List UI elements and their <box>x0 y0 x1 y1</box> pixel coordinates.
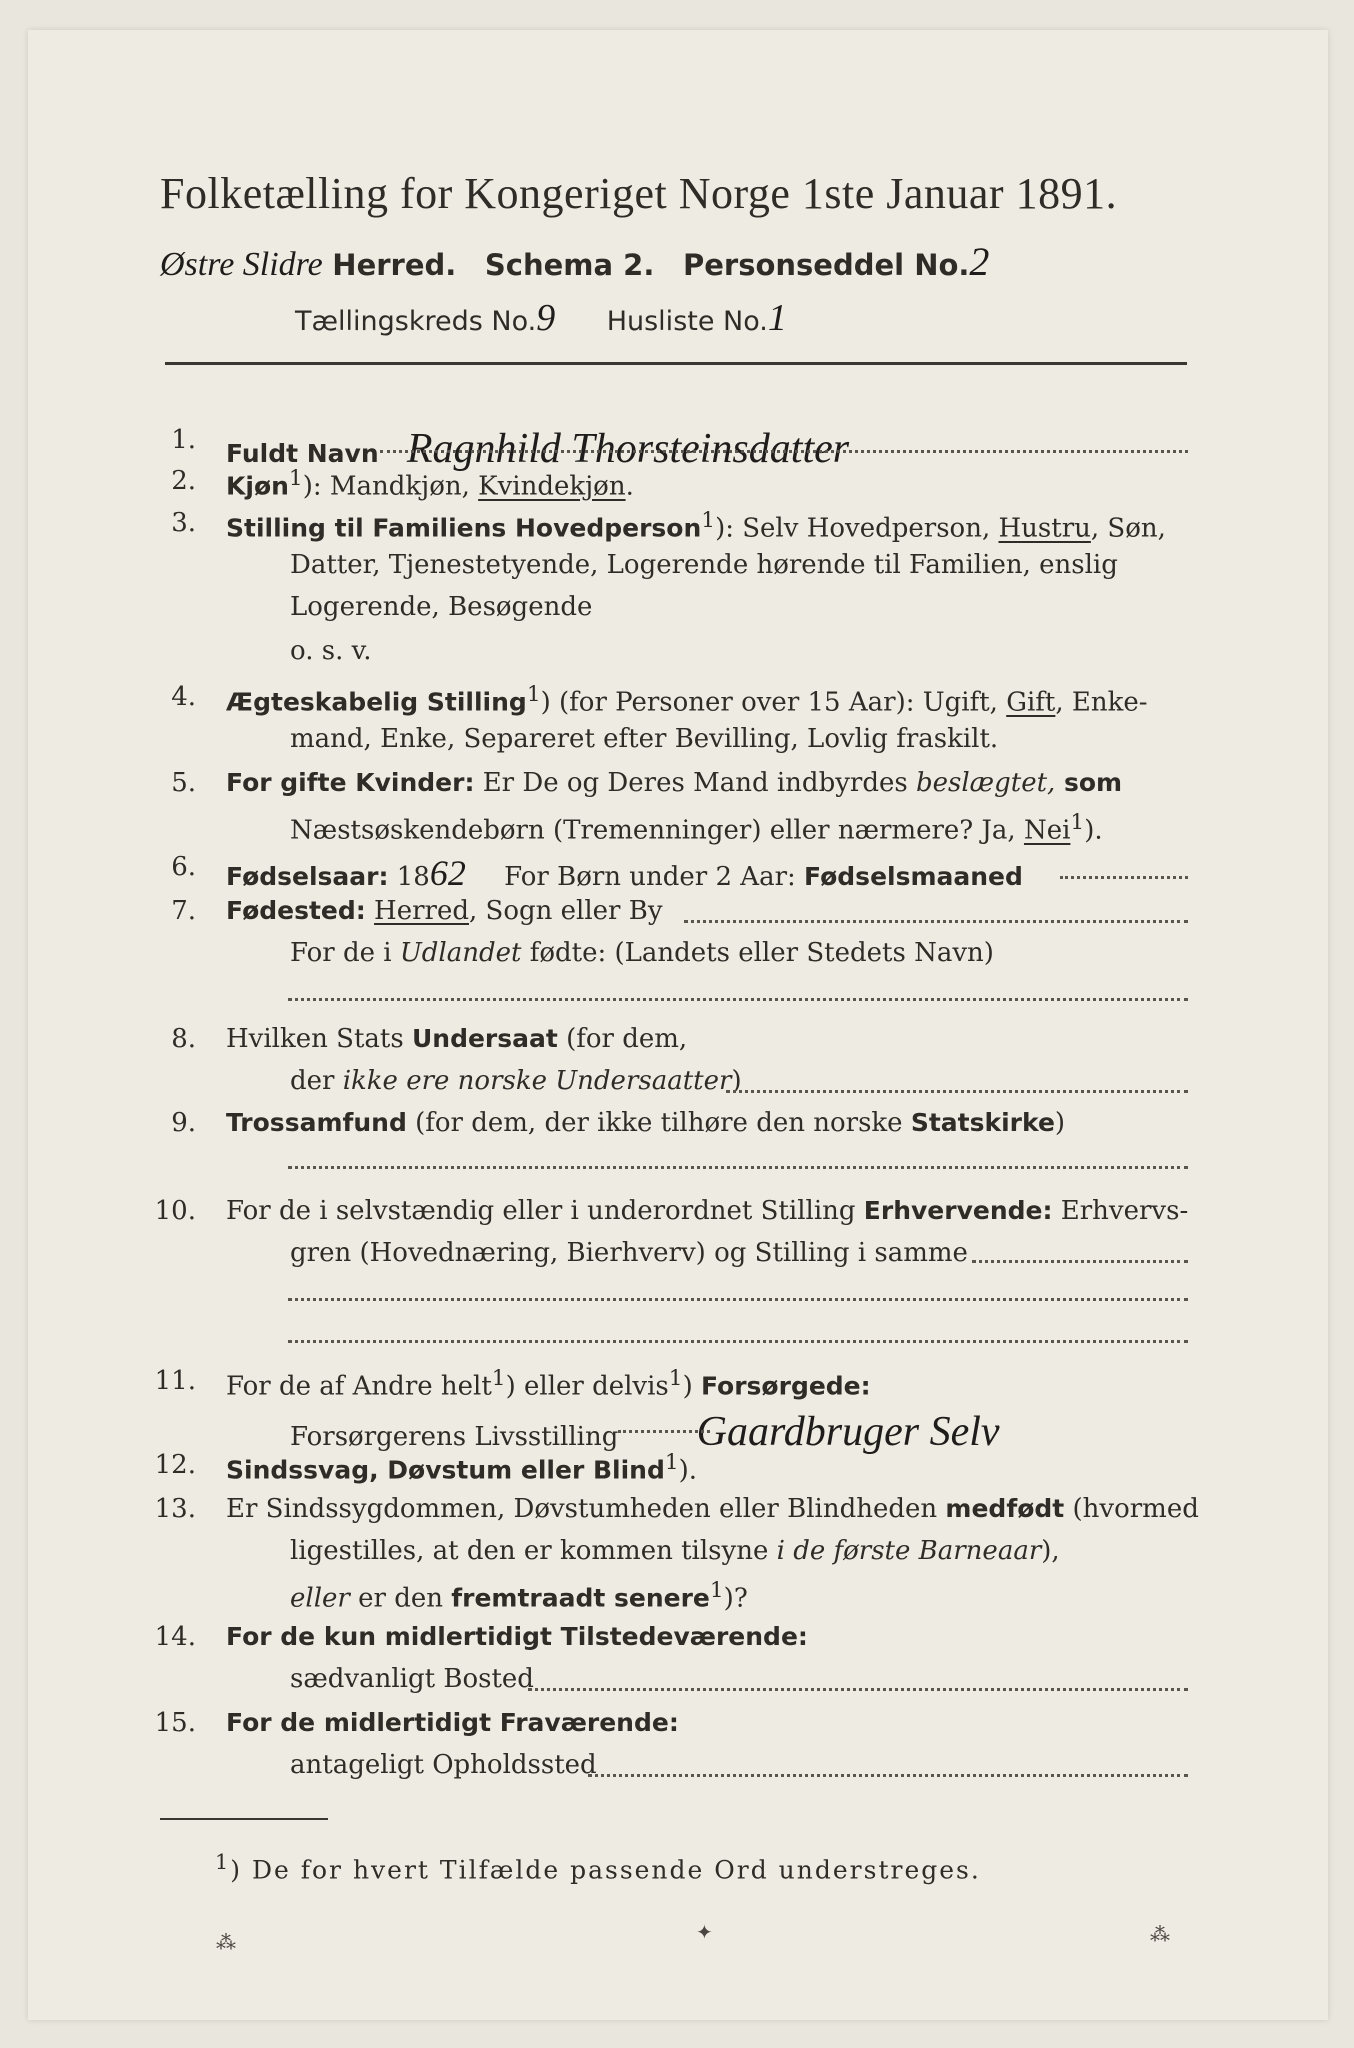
usual-residence-dotted-line <box>528 1688 1188 1691</box>
relation-row <box>226 508 1166 544</box>
congenital-text-a: Er Sindssygdommen, Døvstumheden eller Blindheden <box>226 1494 946 1524</box>
supported-text-b: ) eller delvis <box>505 1371 669 1402</box>
occupation-dotted-line-2 <box>288 1298 1188 1301</box>
supported-label: Forsørgede: <box>700 1371 871 1401</box>
decorative-mark: ⁂ <box>1150 1922 1170 1946</box>
birth-year-prefix: 18 <box>388 862 430 892</box>
marital-line2: mand, Enke, Separeret efter Bevilling, Lovlig fraskilt. <box>290 724 999 754</box>
disability-label: Sindssvag, Døvstum eller Blind <box>226 1455 665 1485</box>
citizenship-line2 <box>290 1066 742 1096</box>
decorative-mark: ✦ <box>696 1920 713 1944</box>
full-name-dotted-line <box>380 450 1188 453</box>
occupation-text-a: For de i selvstændig eller i underordnet Stilling <box>226 1196 864 1226</box>
footnote-mark: 1 <box>215 1850 231 1874</box>
herred-value: Østre Slidre <box>160 246 323 283</box>
congenital-line3 <box>290 1578 748 1614</box>
item-number: 6. <box>171 852 196 882</box>
sex-label: Kjøn <box>226 471 289 501</box>
marital-options: ) (for Personer over 15 Aar): Ugift, <box>540 687 1007 718</box>
disability-row <box>226 1450 697 1486</box>
item-number: 8. <box>171 1024 196 1054</box>
citizenship-line2-b: ) <box>731 1066 742 1096</box>
occupation-line2: gren (Hovednæring, Bierhverv) og Stilling i samme <box>290 1238 968 1268</box>
birthplace-dotted-line <box>684 920 1188 923</box>
marital-label: Ægteskabelig Stilling <box>226 687 527 717</box>
later-onset-label: fremtraadt senere <box>451 1583 710 1613</box>
birthplace-label: Fødested: <box>226 896 366 925</box>
disability-end: ). <box>678 1455 698 1486</box>
herred-line <box>160 238 989 285</box>
item-number: 4. <box>171 682 196 712</box>
supported-text-a: For de af Andre helt <box>226 1371 492 1402</box>
married-women-label: For gifte Kvinder: <box>226 768 475 797</box>
occupation-dotted-line <box>972 1260 1188 1263</box>
occupation-label: Erhvervende: <box>863 1196 1053 1225</box>
footnote-ref: 1 <box>491 1366 506 1391</box>
birth-year-label: Fødselsaar: <box>226 862 389 891</box>
religion-dotted-line <box>288 1166 1188 1169</box>
full-name-value: Ragnhild Thorsteinsdatter <box>406 426 850 472</box>
item-number: 11. <box>154 1366 196 1396</box>
relation-line4: o. s. v. <box>290 636 372 666</box>
congenital-line3-a: er den <box>349 1583 452 1614</box>
kreds-line <box>295 296 787 340</box>
birth-month-question: For Børn under 2 Aar: <box>495 862 805 892</box>
state-church-label: Statskirke <box>910 1108 1055 1137</box>
married-women-line2-text: Næstsøskendebørn (Tremenninger) eller nærmere? Ja, <box>290 815 1024 846</box>
congenital-line2-b: ), <box>1041 1536 1060 1566</box>
supported-text-c: ) <box>682 1371 701 1402</box>
citizenship-label: Undersaat <box>411 1024 558 1053</box>
congenital-line2-a: ligestilles, at den er kommen tilsyne <box>290 1536 777 1566</box>
footnote-ref: 1 <box>664 1450 679 1475</box>
full-name-label: Fuldt Navn <box>226 439 379 468</box>
occupation-text-b: Erhvervs- <box>1052 1196 1189 1226</box>
form-title: Folketælling for Kongeriget Norge 1ste Januar 1891. <box>160 169 1118 218</box>
citizenship-line2-a: der <box>290 1066 343 1096</box>
husliste-value: 1 <box>767 297 787 339</box>
congenital-label: medfødt <box>945 1494 1065 1523</box>
husliste-label: Husliste No. <box>606 306 768 337</box>
footnote <box>215 1850 981 1884</box>
birthplace-options: , Sogn eller By <box>469 896 663 926</box>
marital-end: , Enke- <box>1055 687 1148 718</box>
married-women-italic: beslægtet, <box>915 768 1056 798</box>
schema-label: Schema 2. <box>484 248 655 282</box>
birthplace-line2-b: fødte: (Landets eller Stedets Navn) <box>521 938 994 968</box>
birthplace-line2 <box>290 938 994 968</box>
married-women-question: Er De og Deres Mand indbyrdes <box>474 768 916 798</box>
item-number: 1. <box>171 425 196 455</box>
personseddel-value: 2 <box>969 239 990 284</box>
birthplace-row <box>226 896 663 926</box>
probable-stay-label: antageligt Opholdssted <box>290 1750 597 1780</box>
decorative-mark: ⁂ <box>216 1930 236 1954</box>
item-number: 9. <box>171 1108 196 1138</box>
birth-year-value: 62 <box>429 853 466 893</box>
item-number: 12. <box>154 1450 196 1480</box>
item-number: 5. <box>171 768 196 798</box>
foreign-birthplace-dotted-line <box>288 998 1188 1001</box>
probable-stay-dotted-line <box>588 1774 1188 1777</box>
married-women-end: som <box>1055 768 1123 797</box>
item-number: 15. <box>154 1708 196 1738</box>
footnote-ref: 1 <box>709 1578 724 1603</box>
relation-line3: Logerende, Besøgende <box>290 592 593 622</box>
header-divider <box>165 362 1187 365</box>
relation-line2: Datter, Tjenestetyende, Logerende hørende til Familien, enslig <box>290 550 1118 580</box>
birth-year-row <box>226 852 1023 894</box>
item-number: 13. <box>154 1494 196 1524</box>
footnote-divider <box>160 1818 328 1820</box>
citizenship-line2-italic: ikke ere norske Undersaatter <box>342 1066 732 1096</box>
marital-selected: Gift <box>1006 687 1056 718</box>
relation-options: ): Selv Hovedperson, <box>715 513 999 544</box>
citizenship-text-a: Hvilken Stats <box>226 1024 412 1054</box>
sex-selected: Kvindekjøn <box>478 471 626 502</box>
supported-row <box>226 1366 871 1402</box>
religion-text: (for dem, der ikke tilhøre den norske <box>406 1108 911 1138</box>
citizenship-dotted-line <box>726 1090 1188 1093</box>
item-number: 2. <box>171 466 196 496</box>
item-number: 10. <box>154 1196 196 1226</box>
congenital-line2-italic: i de første Barneaar <box>776 1536 1042 1566</box>
item-number: 3. <box>171 508 196 538</box>
relation-end: , Søn, <box>1090 513 1166 544</box>
religion-end: ) <box>1054 1108 1066 1138</box>
supporter-value: Gaardbruger Selv <box>696 1409 1000 1455</box>
footnote-ref: 1 <box>526 682 541 707</box>
footnote-ref: 1 <box>288 466 303 491</box>
congenital-text-b: (hvormed <box>1064 1494 1199 1524</box>
birthplace-line2-italic: Udlandet <box>399 938 522 968</box>
footnote-text: ) De for hvert Tilfælde passende Ord understreges. <box>230 1855 981 1885</box>
temporary-present-label: For de kun midlertidigt Tilstedeværende: <box>226 1622 808 1651</box>
occupation-dotted-line-3 <box>288 1340 1188 1343</box>
item-number: 14. <box>154 1622 196 1652</box>
occupation-row <box>226 1196 1188 1226</box>
congenital-row <box>226 1494 1199 1524</box>
married-women-row <box>226 768 1122 798</box>
birth-month-dotted-line <box>1060 876 1188 879</box>
birthplace-selected: Herred <box>374 896 469 926</box>
footnote-ref: 1 <box>701 508 716 533</box>
citizenship-row <box>226 1024 687 1054</box>
citizenship-text-b: (for dem, <box>557 1024 688 1054</box>
marital-row <box>226 682 1148 718</box>
herred-label: Herred. <box>332 248 457 282</box>
relation-selected: Hustru <box>998 513 1091 544</box>
footnote-ref: 1 <box>1070 810 1085 835</box>
congenital-line3-italic: eller <box>290 1583 350 1614</box>
married-women-line2-end: ). <box>1084 815 1103 846</box>
married-women-selected: Nei <box>1023 815 1071 846</box>
married-women-line2 <box>290 810 1103 846</box>
item-number: 7. <box>171 896 196 926</box>
birthplace-line2-a: For de i <box>290 938 400 968</box>
footnote-ref: 1 <box>668 1366 683 1391</box>
personseddel-label: Personseddel No. <box>682 248 970 282</box>
temporary-absent-label: For de midlertidigt Fraværende: <box>226 1708 679 1737</box>
supporter-label: Forsørgerens Livsstilling <box>290 1422 619 1452</box>
sex-options: ): Mandkjøn, <box>302 471 479 502</box>
usual-residence-label: sædvanligt Bosted <box>290 1664 534 1694</box>
kreds-label: Tællingskreds No. <box>295 306 537 337</box>
congenital-line2 <box>290 1536 1060 1566</box>
relation-label: Stilling til Familiens Hovedperson <box>226 513 702 543</box>
kreds-value: 9 <box>536 297 556 339</box>
sex-end: . <box>625 471 634 502</box>
supporter-dotted-line <box>618 1430 710 1433</box>
birth-month-label: Fødselsmaaned <box>804 862 1023 891</box>
congenital-line3-b: )? <box>723 1583 748 1614</box>
sex-row <box>226 466 634 502</box>
religion-row <box>226 1108 1065 1138</box>
religion-label: Trossamfund <box>226 1108 407 1137</box>
